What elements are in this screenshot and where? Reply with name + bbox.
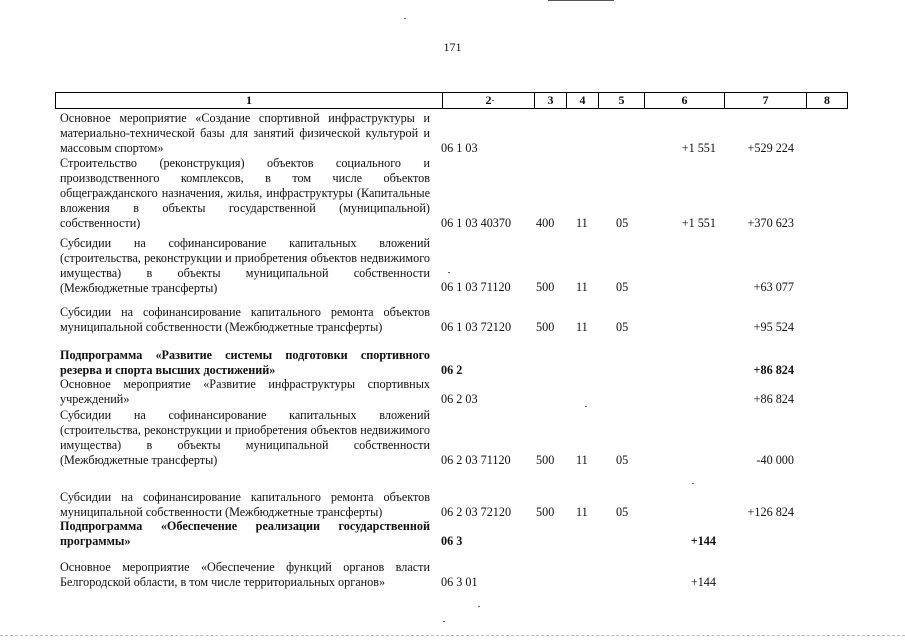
row-description: Субсидии на софинансирование капитальных вложений (строительства, реконструкции и приобретения объектов недвижимого имущества) в объекты муниципальной собственности (Межбюджетные трансферты): [60, 236, 430, 295]
row-col-5: 05: [616, 453, 629, 467]
row-col-3: 500: [536, 505, 555, 519]
header-col-4: 4: [567, 93, 599, 108]
scan-speck: [492, 100, 494, 101]
header-col-6: 6: [645, 93, 725, 108]
row-col-3: 500: [536, 280, 555, 294]
row-col-6: +144: [690, 575, 716, 589]
scan-mark: [548, 0, 614, 1]
row-description: Основное мероприятие «Создание спортивной инфраструктуры и материально-технической базы для занятий физической культурой и массовым спортом»: [60, 111, 430, 155]
header-col-1: 1: [56, 93, 443, 108]
row-code: 06 2 03: [441, 392, 478, 406]
header-col-7: 7: [725, 93, 807, 108]
row-description: Субсидии на софинансирование капитальных вложений (строительства, реконструкции и приобретения объектов недвижимого имущества) в объекты муниципальной собственности (Межбюджетные трансферты): [60, 408, 430, 467]
row-col-3: 500: [536, 453, 555, 467]
row-col-5: 05: [616, 505, 629, 519]
scan-speck: [692, 483, 694, 484]
row-col-5: 05: [616, 320, 629, 334]
row-code: 06 1 03 72120: [441, 320, 512, 334]
row-col-7: +86 824: [753, 392, 794, 406]
row-col-3: 500: [536, 320, 555, 334]
row-description: Подпрограмма «Развитие системы подготовки спортивного резерва и спорта высших достижений»: [60, 348, 430, 377]
row-col-3: 400: [536, 216, 555, 230]
row-description: Субсидии на софинансирование капитального ремонта объектов муниципальной собственности (Межбюджетные трансферты): [60, 490, 430, 519]
scan-speck: [404, 18, 406, 19]
row-code: 06 2 03 71120: [441, 453, 511, 467]
row-col-7: -40 000: [756, 453, 794, 467]
row-description: Основное мероприятие «Обеспечение функций органов власти Белгородской области, в том числе территориальных органов»: [60, 560, 430, 589]
row-col-6: +144: [690, 534, 716, 548]
scan-edge: [0, 635, 905, 636]
row-col-6: +1 551: [681, 141, 716, 155]
row-col-4: 11: [576, 216, 588, 230]
scan-speck: [443, 621, 445, 622]
header-col-5: 5: [599, 93, 645, 108]
row-col-7: +126 824: [747, 505, 794, 519]
row-code: 06 3 01: [441, 575, 478, 589]
row-col-5: 05: [616, 216, 629, 230]
row-code: 06 1 03 71120: [441, 280, 511, 294]
row-code: 06 1 03 40370: [441, 216, 512, 230]
row-code: 06 1 03: [441, 141, 478, 155]
row-col-7: +86 824: [753, 363, 794, 377]
row-code: 06 3: [441, 534, 463, 548]
scan-speck: [478, 606, 480, 607]
row-code: 06 2 03 72120: [441, 505, 512, 519]
row-col-6: +1 551: [681, 216, 716, 230]
row-col-4: 11: [576, 280, 588, 294]
row-code: 06 2: [441, 363, 463, 377]
row-col-7: +370 623: [747, 216, 794, 230]
scan-speck: [585, 406, 587, 407]
row-col-4: 11: [576, 453, 588, 467]
scan-speck: [448, 272, 450, 273]
row-description: Подпрограмма «Обеспечение реализации государственной программы»: [60, 519, 430, 548]
row-description: Субсидии на софинансирование капитального ремонта объектов муниципальной собственности (Межбюджетные трансферты): [60, 305, 430, 334]
row-description: Строительство (реконструкция) объектов социального и производственного комплексов, в том числе объектов общегражданского назначения, жилья, инфраструктуры (Капитальные вложения в объекты государственной (муниципальной) собственности): [60, 156, 430, 230]
row-col-4: 11: [576, 505, 588, 519]
row-description: Основное мероприятие «Развитие инфраструктуры спортивных учреждений»: [60, 377, 430, 406]
row-col-7: +529 224: [747, 141, 794, 155]
row-col-7: +63 077: [753, 280, 794, 294]
row-col-5: 05: [616, 280, 629, 294]
table-header: [55, 92, 848, 109]
header-col-8: 8: [824, 93, 830, 107]
header-col-2: 2: [443, 93, 535, 108]
row-col-7: +95 524: [753, 320, 794, 334]
header-col-3: 3: [535, 93, 567, 108]
page-number: 171: [443, 40, 462, 54]
row-col-4: 11: [576, 320, 588, 334]
